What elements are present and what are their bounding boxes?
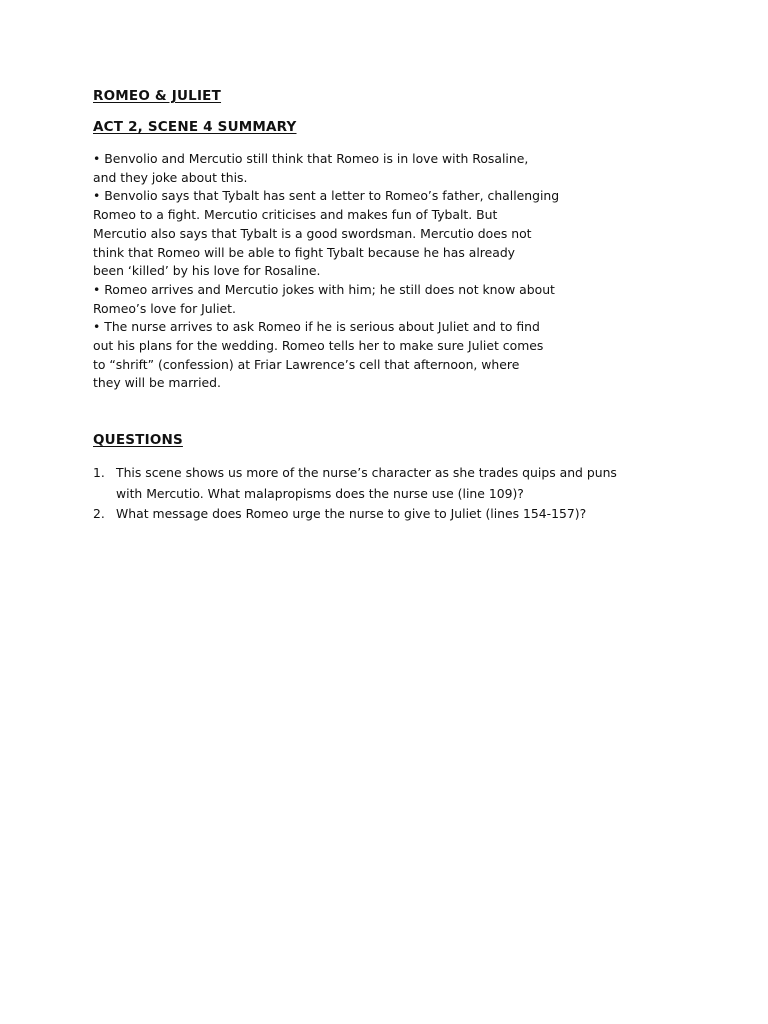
- summary-line: and they joke about this.: [93, 169, 248, 185]
- question-line: What message does Romeo urge the nurse to give to Juliet (lines 154-157)?: [116, 506, 587, 521]
- question-line: This scene shows us more of the nurse’s character as she trades quips and puns: [116, 465, 617, 480]
- question-item: [93, 504, 693, 525]
- summary-line: to “shrift” (confession) at Friar Lawrence’s cell that afternoon, where: [93, 356, 520, 372]
- question-item: [93, 463, 693, 504]
- questions-heading: QUESTIONS: [93, 432, 183, 448]
- question-number: 2.: [93, 506, 105, 521]
- question-text: [116, 504, 586, 525]
- summary-line: been ‘killed’ by his love for Rosaline.: [93, 263, 321, 279]
- question-number: 1.: [93, 465, 105, 480]
- summary-line: Romeo’s love for Juliet.: [93, 300, 236, 316]
- summary-line: out his plans for the wedding. Romeo tells her to make sure Juliet comes: [93, 338, 544, 354]
- summary-line: • Benvolio and Mercutio still think that Romeo is in love with Rosaline,: [93, 151, 529, 166]
- summary-line: • The nurse arrives to ask Romeo if he is serious about Juliet and to find: [93, 319, 540, 335]
- summary-line: Romeo to a fight. Mercutio criticises and makes fun of Tybalt. But: [93, 207, 498, 223]
- question-text: [116, 463, 617, 504]
- question-line: with Mercutio. What malapropisms does the nurse use (line 109)?: [116, 485, 524, 501]
- summary-text: [93, 150, 653, 393]
- questions-list: [93, 463, 693, 525]
- document-title: ROMEO & JULIET: [93, 88, 222, 104]
- summary-line: • Romeo arrives and Mercutio jokes with him; he still does not know about: [93, 281, 555, 297]
- summary-line: • Benvolio says that Tybalt has sent a letter to Romeo’s father, challenging: [93, 188, 560, 204]
- summary-line: think that Romeo will be able to fight Tybalt because he has already: [93, 244, 516, 260]
- summary-line: they will be married.: [93, 375, 221, 391]
- summary-line: Mercutio also says that Tybalt is a good swordsman. Mercutio does not: [93, 225, 532, 241]
- summary-heading: ACT 2, SCENE 4 SUMMARY: [93, 119, 297, 135]
